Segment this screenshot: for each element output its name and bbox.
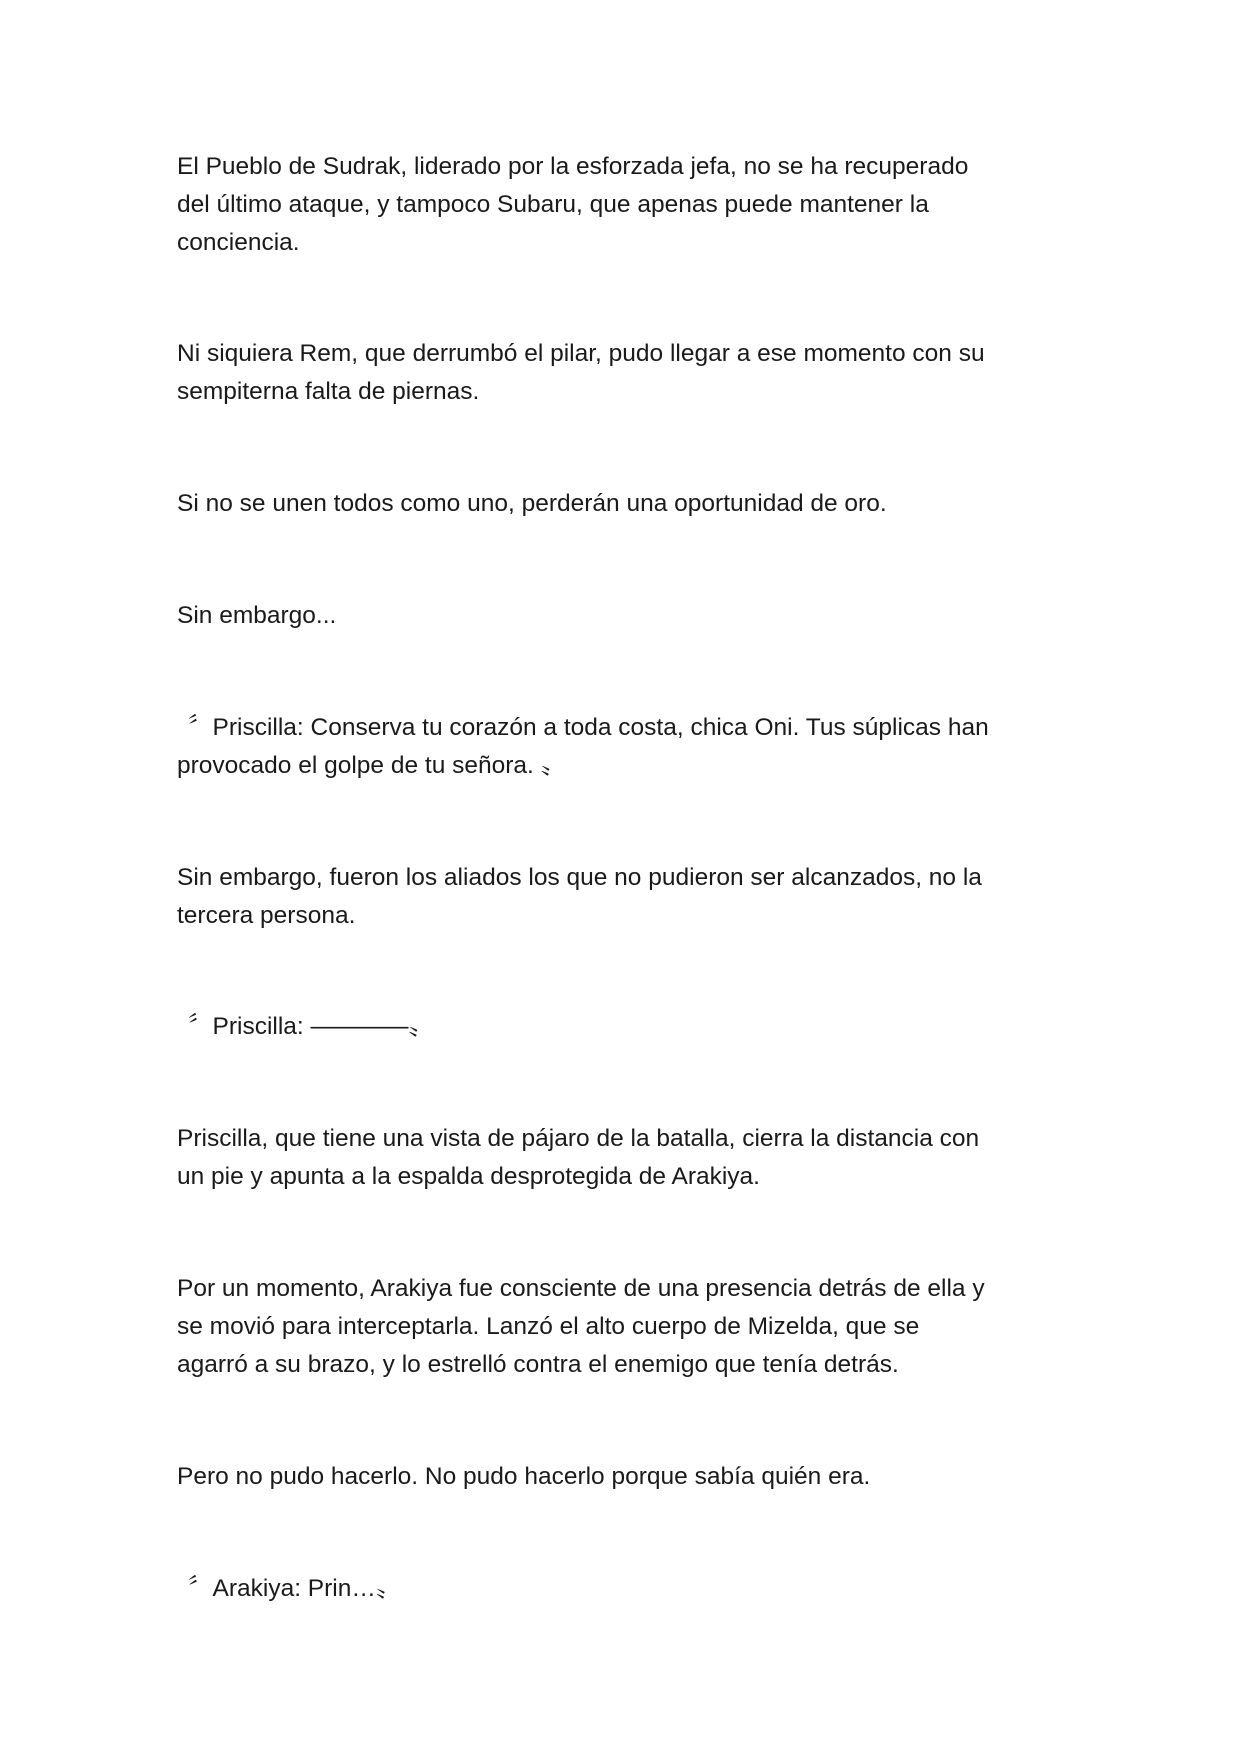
dialogue-priscilla-1-line1: 〞Priscilla: Conserva tu corazón a toda costa, chica Oni. Tus súplicas han xyxy=(188,714,989,741)
paragraph-aliados: Sin embargo, fueron los aliados los que no pudieron ser alcanzados, no la tercera persona. xyxy=(177,864,982,929)
dialogue-priscilla-2: 〞Priscilla: ――――〟 xyxy=(188,1013,434,1040)
paragraph-sin-embargo: Sin embargo... xyxy=(177,602,337,629)
paragraph-sudrak: El Pueblo de Sudrak, liderado por la esforzada jefa, no se ha recuperado del último ataque, y tampoco Subaru, que apenas puede mantener la conciencia. xyxy=(177,153,969,256)
paragraph-vista-pajaro: Priscilla, que tiene una vista de pájaro de la batalla, cierra la distancia con un pie y apunta a la espalda desprotegida de Arakiya. xyxy=(177,1125,980,1190)
paragraph-oportunidad: Si no se unen todos como uno, perderán una oportunidad de oro. xyxy=(177,490,887,517)
paragraph-rem: Ni siquiera Rem, que derrumbó el pilar, pudo llegar a ese momento con su sempiterna falta de piernas. xyxy=(177,340,985,405)
dialogue-priscilla-1-line2: provocado el golpe de tu señora. 〟 xyxy=(177,752,566,779)
dialogue-arakiya: 〞Arakiya: Prin…〟 xyxy=(188,1575,401,1602)
paragraph-arakiya-presencia: Por un momento, Arakiya fue consciente de una presencia detrás de ella y se movió para interceptarla. Lanzó el alto cuerpo de Mizelda, que se agarró a su brazo, y lo estrelló contra el enemigo que tenía detrás. xyxy=(177,1275,985,1378)
paragraph-no-pudo: Pero no pudo hacerlo. No pudo hacerlo porque sabía quién era. xyxy=(177,1463,871,1490)
